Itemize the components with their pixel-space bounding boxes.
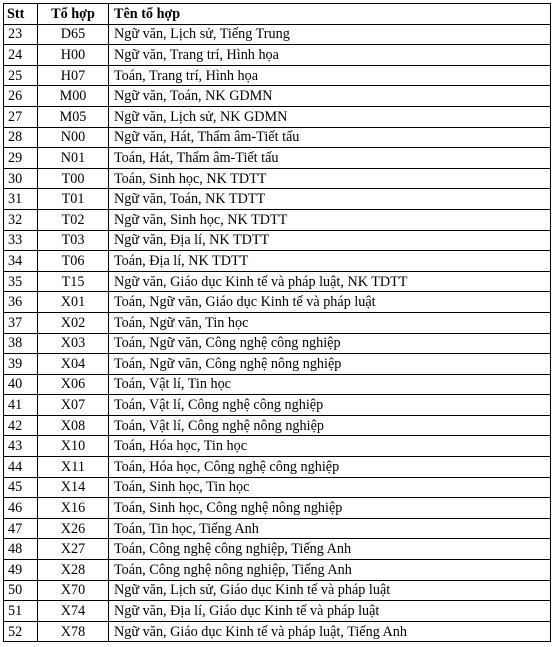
row-stt-cell: 50 [4,580,38,601]
row-combination-code-cell: X28 [38,560,109,581]
row-stt-cell: 27 [4,106,38,127]
row-combination-code-cell: T02 [38,209,109,230]
row-combination-code-cell: X10 [38,436,109,457]
row-combination-code-cell: H00 [38,45,109,66]
row-combination-name-cell: Ngữ văn, Địa lí, NK TDTT [109,230,551,251]
row-combination-code-cell: N01 [38,148,109,169]
row-stt-cell: 23 [4,24,38,45]
row-stt-cell: 40 [4,374,38,395]
row-stt-cell: 37 [4,312,38,333]
row-combination-code-cell: X06 [38,374,109,395]
row-combination-code-cell: X27 [38,539,109,560]
row-combination-code-cell: X01 [38,292,109,313]
row-combination-name-cell: Toán, Vật lí, Công nghệ công nghiệp [109,395,551,416]
row-stt-cell: 48 [4,539,38,560]
table-row [4,65,551,86]
row-combination-name-cell: Toán, Vật lí, Công nghệ nông nghiệp [109,415,551,436]
row-combination-name-cell: Toán, Hát, Thẩm âm-Tiết tấu [109,148,551,169]
row-combination-name-cell: Ngữ văn, Giáo dục Kinh tế và pháp luật, Tiếng Anh [109,621,551,642]
row-stt-cell: 29 [4,148,38,169]
row-combination-name-cell: Ngữ văn, Địa lí, Giáo dục Kinh tế và pháp luật [109,601,551,622]
row-combination-code-cell: X70 [38,580,109,601]
table-row [4,292,551,313]
row-combination-name-cell: Ngữ văn, Toán, NK GDMN [109,86,551,107]
row-stt-cell: 30 [4,168,38,189]
table-row [4,209,551,230]
table-row [4,86,551,107]
row-combination-name-cell: Ngữ văn, Sinh học, NK TDTT [109,209,551,230]
row-combination-code-cell: X03 [38,333,109,354]
row-stt-cell: 44 [4,457,38,478]
table-row [4,148,551,169]
table-row [4,354,551,375]
row-stt-cell: 34 [4,251,38,272]
row-combination-code-cell: X78 [38,621,109,642]
row-stt-cell: 28 [4,127,38,148]
row-stt-cell: 51 [4,601,38,622]
row-combination-name-cell: Toán, Công nghệ công nghiệp, Tiếng Anh [109,539,551,560]
row-combination-name-cell: Toán, Sinh học, Tin học [109,477,551,498]
table-row [4,374,551,395]
row-combination-name-cell: Toán, Tin học, Tiếng Anh [109,518,551,539]
table-row [4,477,551,498]
row-combination-name-cell: Toán, Sinh học, Công nghệ nông nghiệp [109,498,551,519]
row-stt-cell: 26 [4,86,38,107]
table-row [4,106,551,127]
row-combination-name-cell: Toán, Hóa học, Công nghệ công nghiệp [109,457,551,478]
row-combination-code-cell: T00 [38,168,109,189]
row-combination-name-cell: Toán, Công nghệ nông nghiệp, Tiếng Anh [109,560,551,581]
table-row [4,189,551,210]
row-combination-code-cell: N00 [38,127,109,148]
table-header [4,4,551,25]
table-row [4,230,551,251]
row-combination-name-cell: Ngữ văn, Lịch sử, Tiếng Trung [109,24,551,45]
row-combination-name-cell: Toán, Vật lí, Tin học [109,374,551,395]
row-combination-name-cell: Toán, Ngữ văn, Công nghệ nông nghiệp [109,354,551,375]
table-row [4,45,551,66]
table-row [4,168,551,189]
row-stt-cell: 31 [4,189,38,210]
row-combination-code-cell: X08 [38,415,109,436]
table-row [4,312,551,333]
row-combination-code-cell: X14 [38,477,109,498]
row-combination-code-cell: X07 [38,395,109,416]
table-row [4,271,551,292]
table-row [4,621,551,642]
row-stt-cell: 39 [4,354,38,375]
row-stt-cell: 38 [4,333,38,354]
table-row [4,24,551,45]
row-combination-name-cell: Toán, Địa lí, NK TDTT [109,251,551,272]
row-combination-code-cell: T15 [38,271,109,292]
row-stt-cell: 52 [4,621,38,642]
row-combination-name-cell: Toán, Ngữ văn, Công nghệ công nghiệp [109,333,551,354]
row-stt-cell: 33 [4,230,38,251]
row-stt-cell: 36 [4,292,38,313]
table-row [4,127,551,148]
row-stt-cell: 25 [4,65,38,86]
row-stt-cell: 24 [4,45,38,66]
row-stt-cell: 41 [4,395,38,416]
row-stt-cell: 35 [4,271,38,292]
header-combination-name: Tên tổ hợp [109,4,551,25]
table-row [4,601,551,622]
row-stt-cell: 32 [4,209,38,230]
header-stt: Stt [4,4,38,25]
row-combination-code-cell: X26 [38,518,109,539]
subject-combination-table-container [3,3,551,642]
row-combination-code-cell: X16 [38,498,109,519]
row-combination-code-cell: T06 [38,251,109,272]
table-row [4,560,551,581]
row-combination-name-cell: Ngữ văn, Giáo dục Kinh tế và pháp luật, NK TDTT [109,271,551,292]
row-combination-code-cell: H07 [38,65,109,86]
row-combination-name-cell: Toán, Ngữ văn, Tin học [109,312,551,333]
row-combination-name-cell: Ngữ văn, Trang trí, Hình họa [109,45,551,66]
table-row [4,518,551,539]
row-stt-cell: 49 [4,560,38,581]
table-row [4,251,551,272]
row-combination-code-cell: X04 [38,354,109,375]
row-combination-name-cell: Ngữ văn, Hát, Thẩm âm-Tiết tấu [109,127,551,148]
table-row [4,539,551,560]
row-stt-cell: 42 [4,415,38,436]
header-row [4,4,551,25]
row-combination-name-cell: Toán, Ngữ văn, Giáo dục Kinh tế và pháp luật [109,292,551,313]
row-combination-code-cell: X74 [38,601,109,622]
row-stt-cell: 45 [4,477,38,498]
header-combination-code: Tổ hợp [38,4,109,25]
row-combination-code-cell: M00 [38,86,109,107]
row-stt-cell: 47 [4,518,38,539]
row-stt-cell: 43 [4,436,38,457]
table-row [4,580,551,601]
row-combination-code-cell: X11 [38,457,109,478]
row-combination-code-cell: T01 [38,189,109,210]
table-row [4,333,551,354]
row-combination-name-cell: Ngữ văn, Toán, NK TDTT [109,189,551,210]
row-combination-code-cell: D65 [38,24,109,45]
row-combination-name-cell: Toán, Sinh học, NK TDTT [109,168,551,189]
table-row [4,498,551,519]
table-row [4,415,551,436]
row-combination-name-cell: Ngữ văn, Lịch sử, NK GDMN [109,106,551,127]
row-combination-name-cell: Toán, Trang trí, Hình họa [109,65,551,86]
table-body [4,24,551,642]
subject-combination-table [3,3,551,642]
row-combination-code-cell: T03 [38,230,109,251]
table-row [4,436,551,457]
row-combination-code-cell: M05 [38,106,109,127]
row-combination-code-cell: X02 [38,312,109,333]
row-combination-name-cell: Toán, Hóa học, Tin học [109,436,551,457]
table-row [4,395,551,416]
row-combination-name-cell: Ngữ văn, Lịch sử, Giáo dục Kinh tế và pháp luật [109,580,551,601]
table-row [4,457,551,478]
row-stt-cell: 46 [4,498,38,519]
